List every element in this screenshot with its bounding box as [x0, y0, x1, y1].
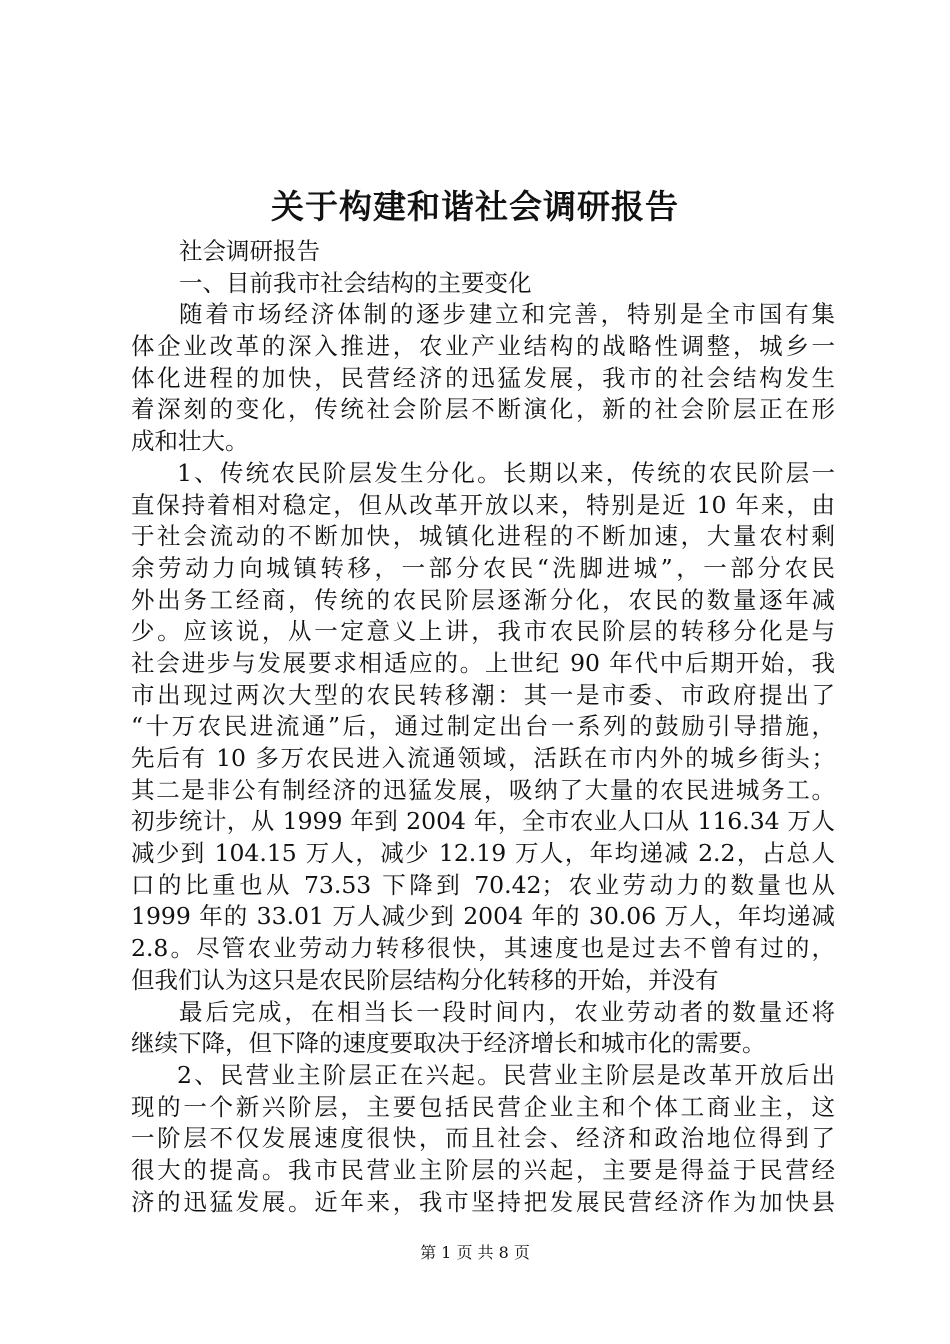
text-line: 很大的提高。我市民营业主阶层的兴起，主要是得益于民营经 [131, 1155, 835, 1184]
text-line: 2、民营业主阶层正在兴起。民营业主阶层是改革开放后出 [177, 1060, 835, 1089]
text-line: 1、传统农民阶层发生分化。长期以来，传统的农民阶层一 [177, 458, 835, 487]
text-line: 一阶层不仅发展速度很快，而且社会、经济和政治地位得到了 [131, 1124, 835, 1153]
text-line: 其二是非公有制经济的迅猛发展，吸纳了大量的农民进城务工。 [131, 775, 835, 804]
text-line: 2.8。尽管农业劳动力转移很快，其速度也是过去不曾有过的， [131, 934, 835, 963]
text-line: 着深刻的变化，传统社会阶层不断演化，新的社会阶层正在形 [131, 395, 835, 424]
text-line: 于社会流动的不断加快，城镇化进程的不断加速，大量农村剩 [131, 522, 835, 551]
text-line: 市出现过两次大型的农民转移潮：其一是市委、市政府提出了 [131, 680, 835, 709]
text-line: 体化进程的加快，民营经济的迅猛发展，我市的社会结构发生 [131, 363, 835, 392]
text-line: 社会进步与发展要求相适应的。上世纪 90 年代中后期开始，我 [131, 648, 835, 677]
text-line: “十万农民进流通”后，通过制定出台一系列的鼓励引导措施， [131, 712, 835, 741]
text-line: 继续下降，但下降的速度要取决于经济增长和城市化的需要。 [131, 1029, 766, 1058]
text-line: 体企业改革的深入推进，农业产业结构的战略性调整，城乡一 [131, 332, 835, 361]
text-line: 随着市场经济体制的逐步建立和完善，特别是全市国有集 [179, 300, 835, 329]
text-line: 1999 年的 33.01 万人减少到 2004 年的 30.06 万人，年均递减 [131, 902, 835, 931]
text-line: 社会调研报告 [179, 237, 320, 265]
section-heading: 一、目前我市社会结构的主要变化 [179, 268, 532, 297]
text-line: 最后完成，在相当长一段时间内，农业劳动者的数量还将 [179, 997, 835, 1026]
text-line: 初步统计，从 1999 年到 2004 年，全市农业人口从 116.34 万人 [131, 807, 835, 836]
text-line: 减少到 104.15 万人，减少 12.19 万人，年均递减 2.2，占总人 [131, 839, 835, 868]
text-line: 现的一个新兴阶层，主要包括民营企业主和个体工商业主，这 [131, 1092, 835, 1121]
text-line: 外出务工经商，传统的农民阶层逐渐分化，农民的数量逐年减 [131, 585, 835, 614]
page-footer: 第 1 页 共 8 页 [420, 1243, 530, 1262]
text-line: 直保持着相对稳定，但从改革开放以来，特别是近 10 年来，由 [131, 490, 835, 519]
text-line: 但我们认为这只是农民阶层结构分化转移的开始，并没有 [131, 965, 719, 994]
text-line: 先后有 10 多万农民进入流通领域，活跃在市内外的城乡街头； [131, 744, 835, 772]
text-line: 余劳动力向城镇转移，一部分农民“洗脚进城”，一部分农民 [131, 553, 835, 582]
document-title: 关于构建和谐社会调研报告 [271, 187, 679, 226]
text-line: 济的迅猛发展。近年来，我市坚持把发展民营经济作为加快县 [131, 1187, 835, 1216]
text-line: 口的比重也从 73.53 下降到 70.42；农业劳动力的数量也从 [131, 870, 835, 899]
text-line: 少。应该说，从一定意义上讲，我市农民阶层的转移分化是与 [131, 617, 835, 646]
document-body [131, 236, 835, 1218]
text-line: 成和壮大。 [131, 427, 249, 456]
